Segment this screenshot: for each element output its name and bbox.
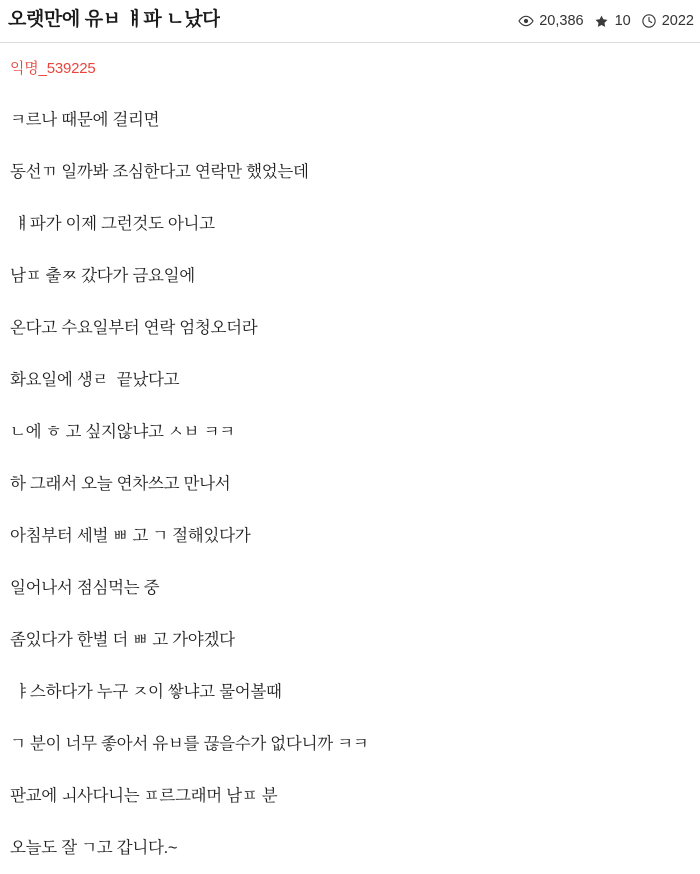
post-line: 오늘도 잘 ㄱ고 갑니다.~ (10, 839, 178, 857)
post-line: 온다고 수요일부터 연락 엄청오더라 (10, 319, 258, 337)
post-line: 아침부터 세벌 ㅃ 고 ㄱ 절해있다가 (10, 527, 251, 545)
author-row (0, 43, 700, 86)
view-count-value: 20,386 (539, 13, 584, 29)
post-line: ㅒ파가 이제 그런것도 아니고 (10, 215, 215, 233)
post-header (0, 0, 700, 38)
post-time (641, 9, 694, 33)
page-title: 오랫만에 유ㅂ ㅒ파 ㄴ났다 (8, 9, 221, 30)
eye-icon (518, 13, 534, 29)
author-nickname[interactable]: 익명_539225 (10, 60, 96, 77)
clock-icon (641, 13, 657, 29)
post-line: 화요일에 생ㄹ 끝났다고 (10, 371, 180, 389)
post-line: ㄱ 분이 너무 좋아서 유ㅂ를 끊을수가 없다니까 ㅋㅋ (10, 735, 369, 753)
like-count-value: 10 (614, 13, 631, 29)
post-line: ㄴ에 ㅎ 고 싶지않냐고 ㅅㅂ ㅋㅋ (10, 423, 235, 441)
post-line: 판교에 ㅚ사다니는 ㅍ르그래머 남ㅍ 분 (10, 787, 278, 805)
post-line: ㅑ스하다가 누구 ㅈ이 쌓냐고 물어볼때 (10, 683, 282, 701)
post-body (0, 86, 700, 874)
star-icon (594, 13, 610, 29)
post-time-value: 2022 (661, 13, 694, 29)
post-line: ㅋ르나 때문에 걸리면 (10, 111, 160, 129)
post-line: 일어나서 점심먹는 중 (10, 579, 160, 597)
view-count (518, 9, 583, 33)
like-count (594, 9, 631, 33)
post-line: 좀있다가 한벌 더 ㅃ 고 가야겠다 (10, 631, 235, 649)
post-line: 하 그래서 오늘 연차쓰고 만나서 (10, 475, 231, 493)
post-line: 동선ㄲ 일까봐 조심한다고 연락만 했었는데 (10, 163, 309, 181)
post-meta (518, 6, 694, 33)
post-line: 남ㅍ 출ㅉ 갔다가 금요일에 (10, 267, 195, 285)
